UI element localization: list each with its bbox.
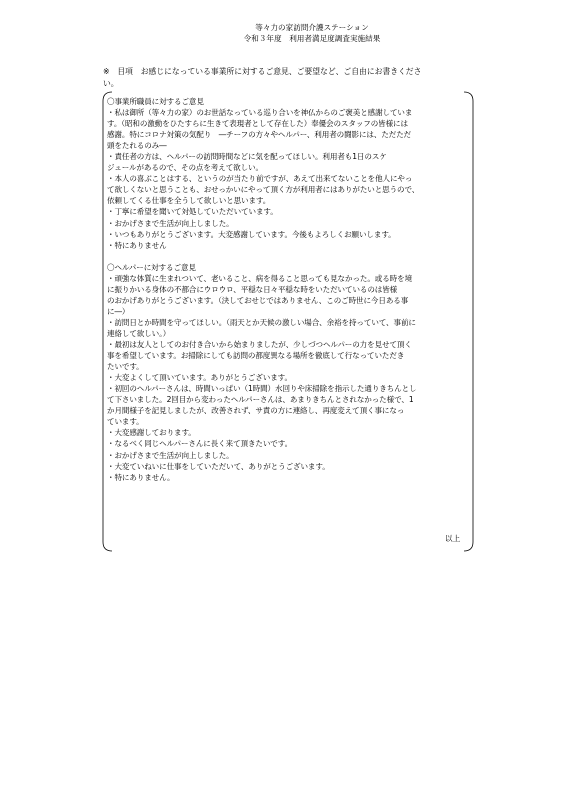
comment-line: ・大変ていねいに仕事をしていただいて、ありがとうございます。 — [107, 461, 330, 471]
comment-line: 連絡して欲しい。） — [107, 328, 171, 338]
document-subtitle: 令和３年度 利用者満足度調査実施結果 — [243, 33, 381, 43]
comment-line: のおかげありがとうございます。（決しておせじではありません、このご時世に今日ある事 — [107, 295, 409, 305]
comment-line: ・私は御所（等々力の家）のお世話なっている巡り合いを神仏からのご褒美と感謝していま — [107, 108, 413, 118]
comment-line: に―） — [107, 306, 130, 316]
comment-line: ・本人の喜ぶことはする、というのが当たり前ですが、あえて出来てないことを他人にやっ — [107, 174, 413, 184]
comment-line: 感謝。特にコロナ対策の気配り ―チーフの方々やヘルパー、利用者の闘影には、ただただ — [107, 130, 412, 140]
comment-line: ・訪問日とか時間を守ってほしい。（雨天とか天候の激しい場合、余裕を持っていて、事前に — [107, 317, 416, 327]
closing-mark: 以上 — [445, 534, 461, 543]
comment-line: ・責任者の方は、ヘルパーの訪問時間などに気を配ってほしい。利用者も1日のスケ — [107, 152, 387, 162]
comments-body — [107, 96, 471, 483]
instruction-line: ※ 目項 お感じになっている事業所に対するご意見、ご要望など、ご自由にお書きくださ — [103, 67, 422, 76]
instruction-note — [103, 66, 475, 90]
comment-line: ・初回のヘルパーさんは、時間いっぱい（1時間）水回りや床掃除を指示した通りきちんとし — [107, 384, 417, 394]
comment-line: ・大変感謝しております。 — [107, 428, 196, 438]
comment-line: ・丁寧に希望を聞いて対処していただいています。 — [107, 207, 278, 217]
comment-line: す。（昭和の激動をひたすらに生きて表現者として存在した）奉優会のスタッフの皆様には — [107, 119, 408, 129]
comment-line: か月間様子を記見しましたが、改善されず、サ責の方に連絡し、再度変えて頂く事になっ — [107, 406, 405, 416]
comment-line: たいです。 — [107, 362, 144, 372]
comment-line: に振りかいる身体の不都合にウロウロ、平穏な日々平穏な時をいただいているのは皆様 — [107, 284, 398, 294]
comment-line: ・おかげさまで生活が向上しました。 — [107, 450, 234, 460]
comment-line: ・いつもありがとうございます。大変感謝しています。今後もよろしくお願いします。 — [107, 229, 396, 239]
document-header — [0, 23, 566, 44]
comment-line: て下さいました。2回目から変わったヘルパーさんは、あまりきちんとされなかった様で、1 — [107, 395, 414, 405]
section-spacer — [107, 251, 471, 262]
instruction-line: い。 — [103, 79, 119, 88]
document-title: 等々力の家訪問介護ステーション — [255, 23, 369, 32]
comment-line: て欲しくないと思うことも、おせっかいにやって頂く方が利用者にはありがたいと思うので、 — [107, 185, 420, 195]
comment-line: ジュールがあるので、その点を考えて欲しい。 — [107, 163, 263, 173]
comment-line: ・特にありません。 — [107, 472, 175, 482]
comment-line: ・なるべく同じヘルパーさんに長く来て頂きたいです。 — [107, 439, 293, 449]
comment-line: ・最初は友人としてのお付き合いから始まりましたが、少しづつヘルパーの力を見せて頂く — [107, 340, 412, 350]
comment-line: ・大変よくして頂いています。ありがとうございます。 — [107, 373, 292, 383]
section-heading: 〇ヘルパーに対するご意見 — [107, 262, 196, 272]
comment-line: 頭をたれるのみ― — [107, 141, 167, 151]
comment-line: ・おかげさまで生活が向上しました。 — [107, 218, 234, 228]
comment-line: ・特にありません — [107, 240, 167, 250]
comment-line: 事を希望しています。お掃除にしても訪問の都度異なる場所を徹底して行なっていただき — [107, 351, 405, 361]
comment-line: 依頼してくる仕事を全うして欲しいと思います。 — [107, 196, 271, 206]
comment-line: ています。 — [107, 417, 144, 427]
section-heading: 〇事業所職員に対するご意見 — [107, 97, 204, 106]
comment-line: ・頑強な体質に生まれついて、老いること、病を得ること思っても見なかった。或る時を境 — [107, 273, 413, 283]
